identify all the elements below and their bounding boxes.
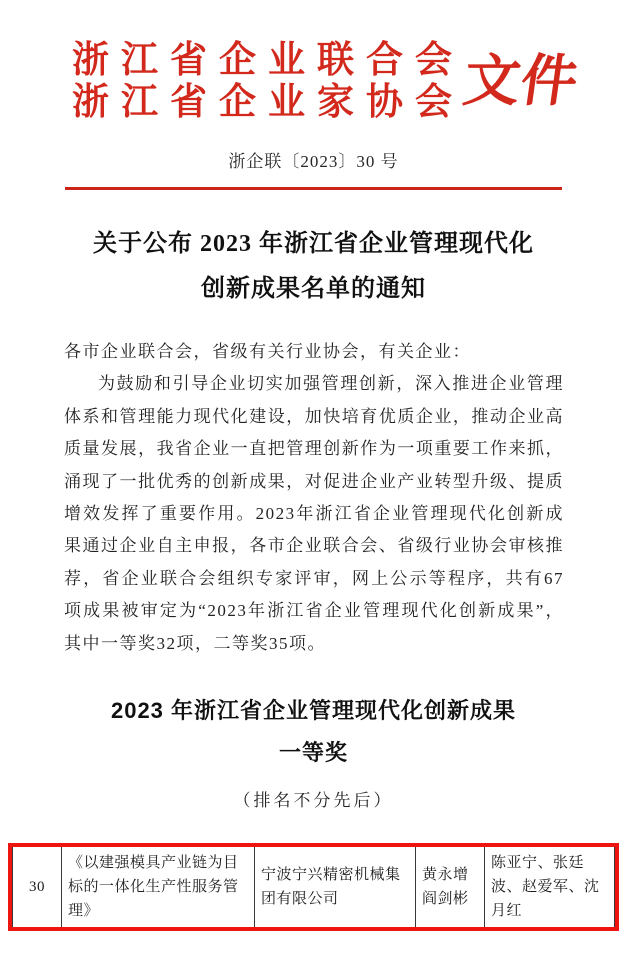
leader-name-1: 黄永增 xyxy=(422,867,469,884)
notice-title xyxy=(40,222,587,312)
notice-body xyxy=(64,336,564,660)
cell-team-members: 陈亚宁、张廷波、赵爱军、沈月红 xyxy=(485,847,615,927)
salutation: 各市企业联合会，省级有关行业协会，有关企业： xyxy=(64,342,471,361)
highlighted-row-box xyxy=(8,843,619,931)
cell-achievement-title: 《以建强模具产业链为目标的一体化生产性服务管理》 xyxy=(62,847,255,927)
document-word: 文件 xyxy=(459,51,583,113)
red-divider-line xyxy=(65,187,562,190)
org-name-line2: 浙江省企业家协会 xyxy=(72,82,464,123)
ranking-note: （排名不分先后） xyxy=(233,791,394,811)
body-paragraph: 为鼓励和引导企业切实加强管理创新，深入推进企业管理体系和管理能力现代化建设，加快培育优质企业，推动企业高质量发展，我省企业一直把管理创新作为一项重要工作来抓，涌现了一批优秀的创新成果，对促进企业产业转型升级、提质增效发挥了重要作用。2023年浙江省企业管理现代化创新成果通过企业自主申报，各市企业联合会、省级行业协会审核推荐，省企业联合会组织专家评审，网上公示等程序，共有67项成果被审定为“2023年浙江省企业管理现代化创新成果”，其中一等奖32项，二等奖35项。 xyxy=(64,374,564,653)
table-row xyxy=(13,847,615,927)
notice-title-line2: 创新成果名单的通知 xyxy=(201,276,426,302)
notice-title-line1: 关于公布 2023 年浙江省企业管理现代化 xyxy=(93,231,534,257)
award-list-heading xyxy=(30,690,597,774)
leader-name-2: 阎剑彬 xyxy=(422,891,469,908)
award-heading-line2: 一等奖 xyxy=(278,740,348,766)
document-number: 浙企联〔2023〕30 号 xyxy=(228,152,399,171)
cell-company-name: 宁波宁兴精密机械集团有限公司 xyxy=(255,847,416,927)
cell-row-number: 30 xyxy=(13,847,62,927)
letterhead xyxy=(0,0,627,124)
award-table xyxy=(12,847,615,927)
award-heading-line1: 2023 年浙江省企业管理现代化创新成果 xyxy=(110,698,517,724)
cell-leaders xyxy=(416,847,485,927)
org-names xyxy=(72,40,464,124)
org-name-line1: 浙江省企业联合会 xyxy=(72,40,464,81)
